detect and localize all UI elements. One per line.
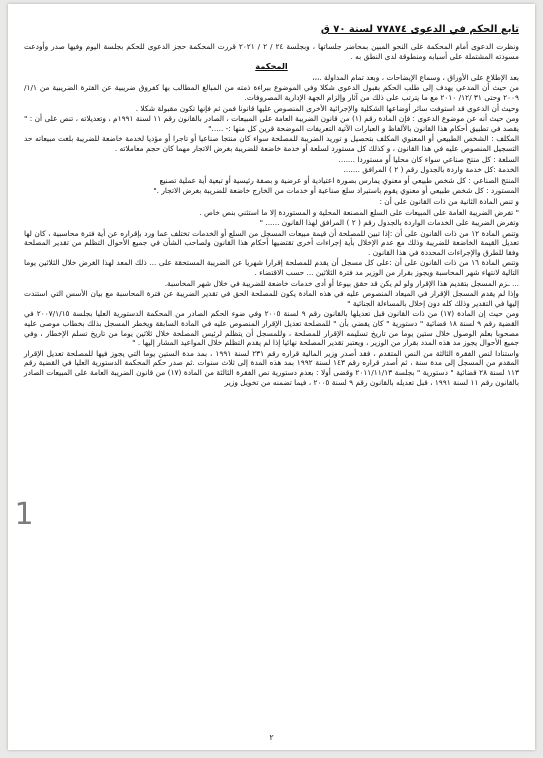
document-body: [8, 4, 535, 387]
page-side-marker: 1: [14, 497, 34, 532]
body-paragraph-5: المكلف : الشخص الطبيعي أو المعنوي المكلف بتحصيل و توريد الضريبة للمصلحة سواء كان منتجا صناعيا أو تاجرا أو مؤديا لخدمة خاضعة للضريبة بلغت مبيعاته حد التسجيل المنصوص عليه في هذا القانون ، و كذلك كل مستورد لسلعة أو خدمة خاضعة للضريبة بغرض الاتجار مهما كان حجم معاملاته .: [24, 134, 519, 153]
body-paragraph-10: و تنص المادة الثانية من ذات القانون على أن :: [379, 196, 519, 206]
body-paragraph-8: المنتج الصناعي : كل شخص طبيعي أو معنوي يمارس بصورة اعتيادية أو عرضية و بصفة رئيسية أو تبعية أية عملية تصنيع: [159, 175, 519, 185]
body-paragraph-18: واستنادا لنص الفقرة الثالثة من النص المتقدم ، فقد أصدر وزير المالية قراره رقم ٢٣١ لسنة ١٩٩١ ، بمد مدة الستين يوما التي يجوز فيها للمصلحة تعديل الإقرار المقدم من المسجل إلى مدة سنة ، ثم أصدر قراره رقم ١٤٣ لسنة ١٩٩٢ بمد هذه المدة إلى ثلاث سنوات .ثم صدر حكم المحكمة الدستورية العليا في القضية رقم ١١٣ لسنة ٢٨ قضائية " دستورية " بجلسة ٢٠١١/١١/١٣ وقضى أولا : بعدم دستورية نص الفقرة الثالثة من المادة (١٧) من قانون الضريبة العامة على المبيعات الصادر بالقانون رقم ١١ لسنة ١٩٩١ ، قبل تعديله بالقانون رقم ٩ لسنة ٢٠٠٥ ، فيما تضمنه من تخويل وزير: [24, 348, 519, 387]
body-paragraph-16: وإذا لم يقدم المسجل الإقرار في الميعاد المنصوص عليه في هذه المادة يكون للمصلحة الحق في تقدير الضريبة عن فترة المحاسبة مع بيان الأسس التي استندت إليها في التقدير وذلك كله دون إخلال بالمساءلة الجنائية ": [24, 289, 519, 308]
body-paragraph-6: السلعة : كل منتج صناعي سواء كان محليا أو مستوردا .......: [338, 154, 519, 164]
intro-paragraph: ونظرت الدعوى أمام المحكمة على النحو المبين بمحاضر جلساتها ، وبجلسة ٢٤ / ٢ / ٢٠٢١ قررت المحكمة حجز الدعوى للحكم بجلسة اليوم وفيها صدر وأودعت مسودته المشتملة على أسبابه ومنطوقة لدى النطق به .: [24, 42, 519, 61]
body-paragraph-4: ومن حيث أنه عن موضوع الدعوى : فإن المادة رقم (١) من قانون الضريبة العامة على المبيعات ، الصادر بالقانون رقم ١١ لسنة ١٩٩١م ، وتعديلاته ، تنص على أن : " يقصد في تطبيق أحكام هذا القانون بالألفاظ و العبارات الآتية التعريفات الموضحة قرين كل منها :- .....": [24, 114, 519, 133]
court-section-title: المحكمة: [255, 61, 288, 72]
body-paragraph-12: وتفرض الضريبة على الخدمات الواردة بالجدول رقم ( ٢ ) المرافق لهذا القانون ...... ": [259, 218, 519, 228]
body-paragraph-11: " تفرض الضريبة العامة على المبيعات على السلع المصنعة المحلية و المستوردة إلا ما استثني بنص خاص .: [199, 207, 519, 217]
body-paragraph-15: ... ـزم المسجل بتقديم هذا الإقرار ولو لم يكن قد حقق بيوعا أو أدى خدمات خاضعة للضريبة في خلال شهر المحاسبة.: [164, 278, 519, 288]
body-paragraph-2: من حيث أن المدعي يهدف إلى طلب الحكم بقبول الدعوى شكلا وفي الموضوع ببراءة ذمته من المبالغ المطالب بها كفروق ضريبية عن الفترة الضريبية من ١/١/ ٢٠٠٩ وحتى ٣١ /١٢/ ٢٠١٠ مع ما يترتب على ذلك من آثار وإلزام الجهة الإدارية المصروفات.: [24, 83, 519, 102]
body-paragraph-1: بعد الإطلاع على الأوراق ، وسماع الإيضاحات ، وبعد تمام المداولة .،،،: [312, 72, 519, 82]
page-number: ٢: [269, 733, 274, 742]
body-paragraph-9: المستورد : كل شخص طبيعي أو معنوي يقوم باستيراد سلع صناعية أو خدمات من الخارج خاضعة للضريبة بغرض الاتجار .": [153, 186, 519, 196]
body-paragraph-3: وحيث أن الدعوى قد استوفت سائر أوضاعها الشكلية والإجرائية الأخرى المنصوص عليها قانونا فمن ثم فإنها تكون مقبولة شكلا .: [135, 103, 519, 113]
body-paragraph-7: الخدمة :كل خدمة واردة بالجدول رقم ( ٢ ) المرافق .......: [343, 165, 519, 175]
document-header-title: تابع الحكم في الدعوى ٧٧٨٧٤ لسنة ٧٠ ق: [320, 24, 519, 35]
body-paragraph-13: وتنص المادة ١٢ من ذات القانون على أن :إذا تبين للمصلحة أن قيمة مبيعات المسجل من السلع أو الخدمات تختلف عما ورد بإقراره عن أية فترة محاسبية ، كان لها تعديل القيمة الخاضعة للضريبة وذلك مع عدم الإخلال بأية إجراءات أخرى تقتضيها أحكام هذا القانون ولصاحب الشأن في جميع الأحوال التظلم من تقدير المصلحة وفقا للطرق والإجراءات المحددة في هذا القانون .: [24, 228, 520, 257]
body-paragraph-14: وتنص المادة ١٦ من ذات القانون على أن :على كل مسجل أن يقدم للمصلحة إقرارا شهريا عن الضريبة المستحقة على ... ذلك المعد لهذا الغرض خلال الثلاثين يوما التالية لانتهاء شهر المحاسبة ويجوز بقرار من الوزير مد فترة الثلاثين ... حسب الاقتضاء .: [24, 258, 520, 278]
body-paragraph-17: ومن حيث إن المادة (١٧) من ذات القانون قبل تعديلها بالقانون رقم ٩ لسنة ٢٠٠٥ وفي ضوء الحكم الصادر من المحكمة الدستورية العليا بجلسة ٢٠٠٧/١/١٥ في القضية رقم ٩ لسنة ١٨ قضائية " دستورية " كان يقضي بأن " للمصلحة تعديل الإقرار المنصوص عليه في المادة السابقة ويخطر المسجل بذلك بخطاب موصى عليه مصحوبا بعلم الوصول خلال ستين يوما من تاريخ تسليمه الإقرار للمصلحة ، وللمسجل أن يتظلم لرئيس المصلحة خلال ثلاثين يوما من تاريخ تسلم الإخطار ، وفي جميع الأحوال يجوز مد هذه المدد بقرار من الوزير ، ويعتبر تقدير المصلحة نهائيا إذا لم يقدم التظلم خلال المواعيد المشار إليها . ": [24, 309, 519, 348]
document-page: [8, 4, 535, 750]
